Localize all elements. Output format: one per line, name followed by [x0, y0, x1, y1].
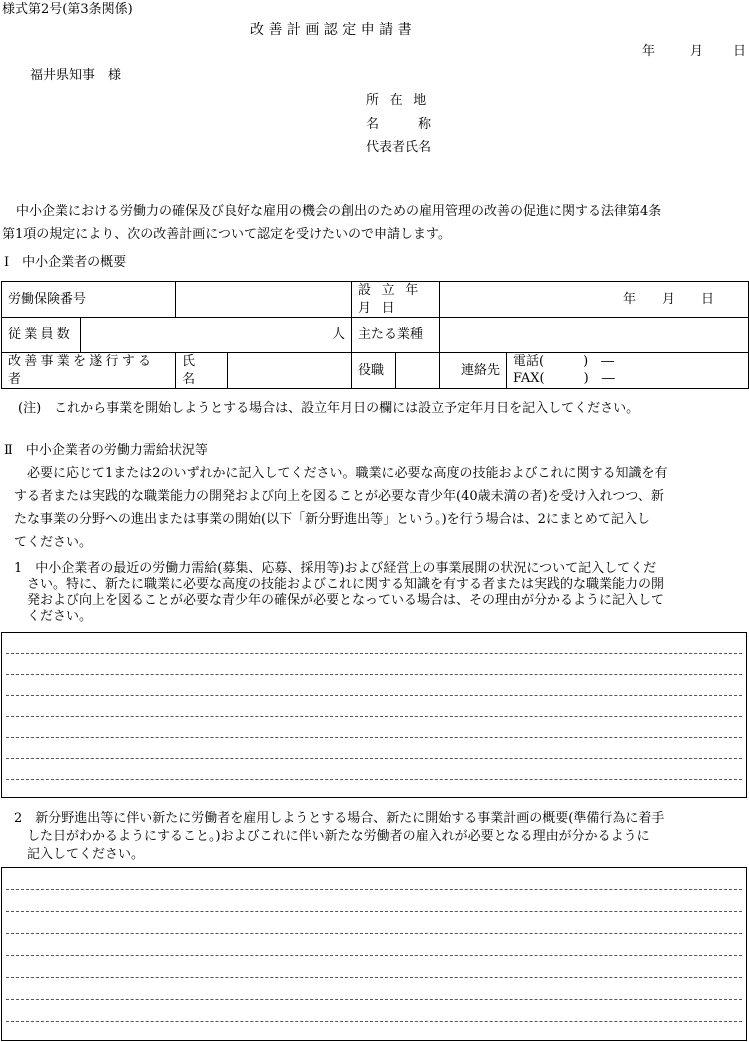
- dotted-line: [6, 737, 742, 738]
- address-label: 所 在 地: [366, 93, 430, 108]
- dotted-line: [6, 653, 742, 654]
- employees-label: 従業員数: [2, 318, 81, 353]
- contact-field[interactable]: [507, 353, 749, 389]
- dotted-line: [6, 933, 742, 934]
- table-row: [2, 353, 749, 389]
- dotted-line: [6, 779, 742, 780]
- item-2-answer-box[interactable]: [1, 867, 747, 1041]
- main-business-field[interactable]: [440, 318, 749, 353]
- item-1-line: ください。: [14, 609, 93, 624]
- established-field[interactable]: 年 月 日: [440, 282, 749, 318]
- page-title: 改 善 計 画 認 定 申 請 書: [250, 22, 412, 38]
- main-business-label: 主たる業種: [352, 318, 440, 353]
- item-2-line: 2 新分野進出等に伴い新たに労働者を雇用しようとする場合、新たに開始する事業計画の概要(準備行為に着手: [14, 811, 665, 826]
- labor-insurance-label: 労働保険番号: [2, 282, 176, 318]
- dotted-line: [6, 999, 742, 1000]
- table-row: [2, 282, 749, 318]
- established-note: (注) これから事業を開始しようとする場合は、設立年月日の欄には設立予定年月日を記入してください。: [18, 401, 640, 416]
- item-2-line: 記入してください。: [14, 847, 145, 862]
- company-overview-table: [1, 281, 749, 389]
- intro-line-2: 第1項の規定により、次の改善計画について認定を受けたいので申請します。: [2, 227, 451, 242]
- company-name-label: 名 称: [366, 117, 432, 132]
- dotted-line: [6, 977, 742, 978]
- executor-name-label: 氏 名: [176, 353, 228, 389]
- date-year: 年: [642, 44, 656, 59]
- executor-label: 改善事業を遂行する者: [2, 353, 176, 389]
- position-field[interactable]: [396, 353, 440, 389]
- table-row: [2, 318, 749, 353]
- dotted-line: [6, 1021, 742, 1022]
- established-label: 設 立 年 月 日: [352, 282, 440, 318]
- intro-text-line: 必要に応じて1または2のいずれかに記入してください。職業に必要な高度の技能およびこれに関する知識を有: [14, 466, 668, 481]
- dotted-line: [6, 674, 742, 675]
- fax-line: FAX( ) ―: [513, 370, 615, 386]
- dotted-line: [6, 955, 742, 956]
- intro-text-line: する者または実践的な職業能力の開発および向上を図ることが必要な青少年(40歳未満の者)を受け入れつつ、新: [14, 489, 664, 504]
- section-1-heading: Ⅰ 中小企業者の概要: [4, 255, 127, 270]
- tel-line: 電話( ) ―: [513, 354, 615, 370]
- employees-field[interactable]: 人: [81, 318, 352, 353]
- date-day: 日: [733, 44, 747, 59]
- form-number: 様式第2号(第3条関係): [2, 2, 133, 17]
- item-1-line: 1 中小企業者の最近の労働力需給(募集、応募、採用等)および経営上の事業展開の状況について記入してくだ: [14, 561, 657, 576]
- labor-insurance-field[interactable]: [176, 282, 352, 318]
- date-month: 月: [690, 44, 704, 59]
- contact-label: 連絡先: [440, 353, 507, 389]
- section-2-heading: Ⅱ 中小企業者の労働力需給状況等: [4, 443, 208, 458]
- addressee: 福井県知事 様: [30, 68, 122, 83]
- item-1-answer-box[interactable]: [1, 632, 747, 798]
- position-label: 役職: [352, 353, 396, 389]
- intro-text-line: たな事業の分野への進出または事業の開始(以下「新分野進出等」という。)を行う場合は、2にまとめて記入し: [14, 512, 650, 527]
- representative-label: 代表者氏名: [366, 140, 432, 155]
- intro-line-1: 中小企業における労働力の確保及び良好な雇用の機会の創出のための雇用管理の改善の促進に関する法律第4条: [16, 204, 662, 219]
- intro-text-line: てください。: [14, 535, 93, 550]
- item-1-line: さい。特に、新たに職業に必要な高度の技能およびこれに関する知識を有する者または実践的な職業能力の開: [14, 577, 665, 592]
- dotted-line: [6, 695, 742, 696]
- executor-name-field[interactable]: [228, 353, 352, 389]
- dotted-line: [6, 758, 742, 759]
- dotted-line: [6, 889, 742, 890]
- dotted-line: [6, 911, 742, 912]
- dotted-line: [6, 716, 742, 717]
- item-1-line: 発および向上を図ることが必要な青少年の確保が必要となっている場合は、その理由が分かるように記入して: [14, 593, 665, 608]
- item-2-line: した日がわかるようにすること。)およびこれに伴い新たな労働者の雇入れが必要となる理由が分かるように: [14, 829, 650, 844]
